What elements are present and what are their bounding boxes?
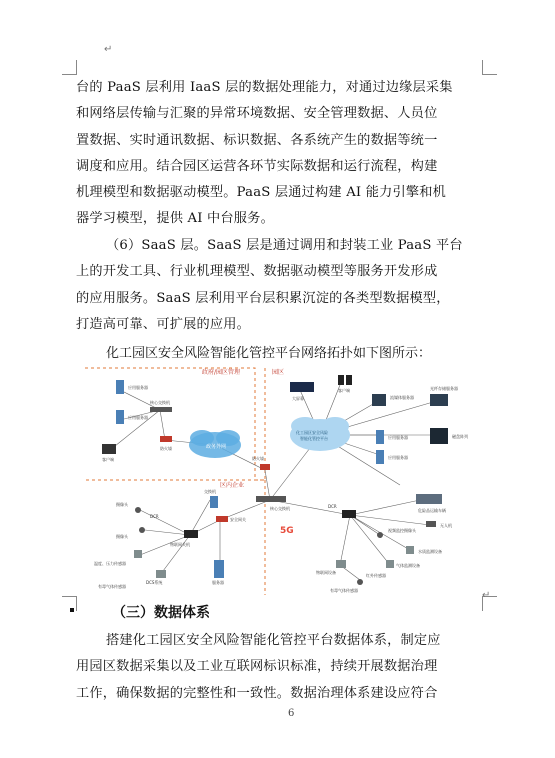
server-icon xyxy=(372,394,386,406)
paragraph-mark-icon: ↵ xyxy=(482,590,491,601)
label-big-screen: 大屏幕 xyxy=(292,396,304,401)
drone-icon xyxy=(426,521,436,527)
paragraph-line: 的应用服务。SaaS 层利用平台层积累沉淀的各类型数据模型， xyxy=(76,290,450,306)
network-topology-svg xyxy=(80,360,480,600)
paragraph-saas xyxy=(76,233,480,338)
camera-icon xyxy=(139,527,145,533)
list-bullet xyxy=(70,608,74,612)
label-gas-monitor: 气体监测设备 xyxy=(396,563,420,568)
paragraph-data-system xyxy=(76,628,480,707)
label-app-server-r: 应用服务器 xyxy=(388,435,408,440)
switch-icon xyxy=(150,407,172,412)
disk-array-icon xyxy=(430,428,448,444)
camera-icon xyxy=(135,507,141,513)
security-gateway-icon xyxy=(216,516,228,522)
label-5g: 5G xyxy=(280,526,294,536)
zone-gov-boundary xyxy=(85,368,265,480)
phone-icon xyxy=(338,375,344,385)
sensor-icon xyxy=(134,550,142,558)
dcs-icon xyxy=(156,570,166,578)
label-gas-detector: 有毒气体传感器 xyxy=(98,584,126,589)
label-iot-device: 物联网设备 xyxy=(316,570,336,575)
paragraph-line: 置数据、实时通讯数据、标识数据、各系统产生的数据等统一 xyxy=(76,132,438,148)
switch-icon xyxy=(256,496,286,502)
zone-label-park: 园区 xyxy=(272,369,285,376)
server-icon xyxy=(376,430,384,444)
crop-mark-top-right xyxy=(482,60,497,75)
zone-label-gov: 政府/园区管理 xyxy=(202,369,241,376)
label-camera: 摄像头 xyxy=(116,502,128,507)
label-stream-server: 流媒体服务器 xyxy=(390,395,414,400)
cloud-gov-network xyxy=(189,430,241,458)
storage-icon xyxy=(430,394,448,406)
server-icon xyxy=(376,450,384,464)
label-security-gw: 安全网关 xyxy=(230,517,246,522)
paragraph-line: 用园区数据采集以及工业互联网标识标准，持续开展数据治理 xyxy=(76,659,438,675)
paragraph-line: 台的 PaaS 层利用 IaaS 层的数据处理能力，对通过边缘层采集 xyxy=(76,80,453,95)
section-heading: （三）数据体系 xyxy=(112,605,210,621)
server-icon xyxy=(214,560,224,578)
desktop-icon xyxy=(102,444,116,454)
label-core-switch-2: 核心交换机 xyxy=(270,506,290,511)
label-temp-sensor: 温度、压力传感器 xyxy=(94,561,126,566)
paragraph-line: 调度和应用。结合园区运营各环节实际数据和运行流程，构建 xyxy=(76,158,438,174)
label-dcr: DCR xyxy=(150,514,159,519)
paragraph-line: （6）SaaS 层。SaaS 层是通过调用和封装工业 PaaS 平台 xyxy=(106,238,463,253)
cloud-platform xyxy=(290,417,350,451)
figure-caption: 化工园区安全风险智能化管控平台网络拓扑如下图所示： xyxy=(106,346,432,361)
label-toxic-detector: 有毒气体传感器 xyxy=(330,588,358,593)
page-number: 6 xyxy=(288,708,295,719)
cloud-platform-label: 化工园区安全风险 xyxy=(296,430,328,435)
zone-divider xyxy=(85,368,265,480)
label-core-switch: 核心交换机 xyxy=(150,400,170,405)
paragraph-line: 打造高可靠、可扩展的应用。 xyxy=(76,316,251,332)
label-switch-l: 交换机 xyxy=(204,489,216,494)
camera-icon xyxy=(377,532,383,538)
paragraph-line: 器学习模型，提供 AI 中台服务。 xyxy=(76,211,274,227)
label-storage: 光纤存储服务器 xyxy=(430,386,458,391)
iot-device-icon xyxy=(336,560,346,568)
label-dcr-2: DCR xyxy=(328,504,337,509)
label-user-terminal: 客户端 xyxy=(338,388,350,393)
zone-label-enterprise: 区内企业 xyxy=(220,482,245,489)
paragraph-line: 搭建化工园区安全风险智能化管控平台数据体系，制定应 xyxy=(106,633,441,648)
iot-gateway-icon xyxy=(184,530,198,538)
label-app-server-r2: 应用服务器 xyxy=(388,455,408,460)
label-water-monitor: 水质监测设备 xyxy=(418,549,442,554)
label-app-server: 应用服务器 xyxy=(128,385,148,390)
paragraph-line: 机理模型和数据驱动模型。PaaS 层通过构建 AI 能力引擎和机 xyxy=(76,185,447,201)
label-infrared: 红外传感器 xyxy=(366,573,386,578)
truck-icon xyxy=(416,494,442,504)
label-app-server-2: 应用服务器 xyxy=(128,415,148,420)
label-camera-2: 摄像头 xyxy=(116,534,128,539)
big-screen-icon xyxy=(290,382,314,392)
server-icon xyxy=(116,380,124,424)
label-drone: 无人机 xyxy=(440,523,452,528)
cloud-platform-label-2: 智能化管控平台 xyxy=(300,436,328,441)
firewall-icon xyxy=(160,436,172,442)
label-server-l: 服务器 xyxy=(212,580,224,585)
firewall-icon xyxy=(260,464,270,470)
detector-icon xyxy=(357,579,363,585)
label-firewall-2: 防火墙 xyxy=(252,456,264,461)
phone-icon xyxy=(346,375,352,385)
label-video-camera: 视频监控摄像头 xyxy=(388,528,416,533)
label-hazchem-vehicle: 危险品运输车辆 xyxy=(418,508,446,513)
gas-monitor-icon xyxy=(386,560,394,568)
paragraph-line: 和网络层传输与汇聚的异常环境数据、安全管理数据、人员位 xyxy=(76,106,438,122)
network-topology-diagram xyxy=(80,360,480,600)
label-iot-gateway: 物联网关机 xyxy=(170,542,190,547)
paragraph-line: 工作，确保数据的完整性和一致性。数据治理体系建设应符合 xyxy=(76,685,438,701)
label-firewall: 防火墙 xyxy=(160,446,172,451)
cloud-gov-label: 政务外网 xyxy=(206,444,227,450)
network-links xyxy=(110,385,440,580)
label-dcs: DCS系统 xyxy=(146,580,163,585)
paragraph-mark-icon: ↵ xyxy=(104,44,113,55)
dcr-icon xyxy=(342,510,356,518)
label-client: 客户端 xyxy=(102,457,114,462)
paragraph-line: 上的开发工具、行业机理模型、数据驱动模型等服务开发形成 xyxy=(76,264,438,280)
label-disk-array: 磁盘阵列 xyxy=(452,434,468,439)
server-icon xyxy=(210,496,218,508)
paragraph-paas xyxy=(76,75,480,233)
crop-mark-top-left xyxy=(62,60,77,75)
water-monitor-icon xyxy=(406,546,414,554)
